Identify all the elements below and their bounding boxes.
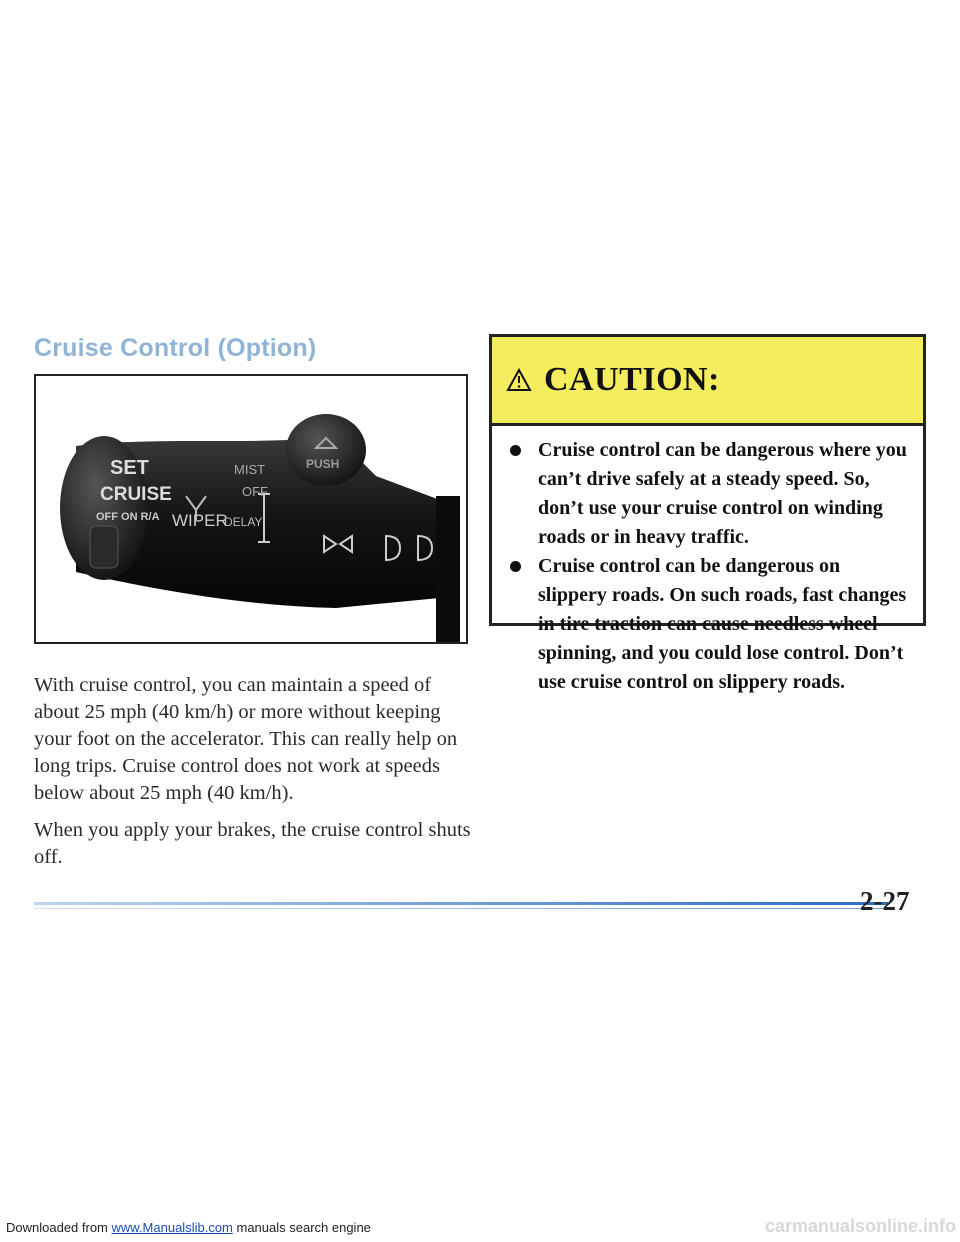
- page-rule-thin: [34, 908, 888, 909]
- stalk-push-label: PUSH: [306, 457, 340, 471]
- caution-box: [489, 334, 926, 693]
- body-text: [34, 672, 474, 881]
- watermark: carmanualsonline.info: [764, 1216, 956, 1236]
- footer: [6, 1220, 371, 1235]
- push-knob: [286, 414, 366, 486]
- stalk-off-label: OFF: [242, 484, 268, 499]
- caution-item-text: Cruise control can be dangerous on slippery roads. On such roads, fast changes in tire traction can cause needless wheel spinning, and you could lose control. Don’t use cruise control on slippery roads.: [538, 555, 907, 693]
- manualslib-link[interactable]: www.Manualslib.com: [111, 1220, 233, 1235]
- page-rule: [34, 902, 888, 905]
- cruise-stalk-illustration: [34, 374, 468, 644]
- page-number: 2-27: [860, 886, 910, 916]
- stalk-wiper-label: WIPER: [172, 511, 228, 530]
- caution-header: [492, 337, 923, 426]
- stalk-delay-label: DELAY: [224, 515, 263, 529]
- bullet-icon: [510, 445, 521, 456]
- caution-item-text: Cruise control can be dangerous where you can’t drive safely at a steady speed. So, don’t use your cruise control on winding roads or in heavy traffic.: [538, 439, 907, 548]
- stalk-set-label: SET: [110, 457, 149, 479]
- cruise-slide-switch: [90, 526, 118, 568]
- caution-item: [502, 436, 913, 552]
- caution-title: CAUTION:: [544, 361, 720, 398]
- caution-item: [502, 552, 913, 697]
- caution-list: [492, 426, 923, 697]
- bullet-icon: [510, 561, 521, 572]
- stalk-off-on-ra-label: OFF ON R/A: [96, 511, 160, 523]
- body-paragraph-2: When you apply your brakes, the cruise control shuts off.: [34, 819, 471, 868]
- body-paragraph-1: With cruise control, you can maintain a speed of about 25 mph (40 km/h) or more without keeping your foot on the accelerator. This can really help on long trips. Cruise control does not work at speeds below about 25 mph (40 km/h).: [34, 674, 458, 804]
- stalk-cruise-label: CRUISE: [100, 484, 172, 505]
- stalk-stem: [436, 496, 460, 642]
- footer-suffix: manuals search engine: [232, 1220, 371, 1235]
- stalk-mist-label: MIST: [234, 462, 266, 477]
- warning-triangle-icon: [506, 368, 532, 392]
- section-title: Cruise Control (Option): [34, 334, 317, 362]
- footer-prefix: Downloaded from: [6, 1220, 112, 1235]
